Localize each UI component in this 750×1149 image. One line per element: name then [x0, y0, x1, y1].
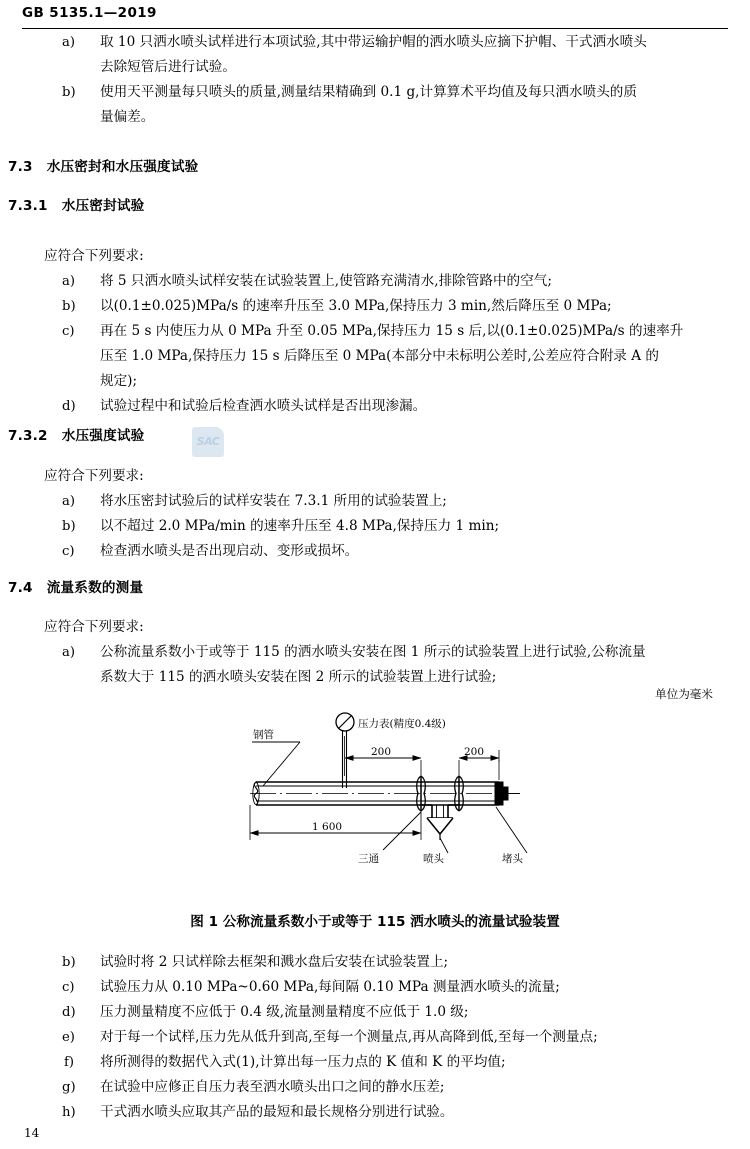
- list-text: 以(0.1±0.025)MPa/s 的速率升压至 3.0 MPa,保持压力 3 min,然后降压至 0 MPa;: [100, 298, 612, 314]
- header-rule: [22, 28, 728, 29]
- list-text: 试验压力从 0.10 MPa~0.60 MPa,每间隔 0.10 MPa 测量洒水喷头的流量;: [100, 979, 560, 995]
- list-text: 系数大于 115 的洒水喷头安装在图 2 所示的试验装置上进行试验;: [100, 669, 497, 685]
- list-marker: b): [62, 299, 76, 314]
- list-marker: b): [62, 955, 76, 970]
- list-text: 去除短管后进行试验。: [100, 59, 236, 75]
- list-text: 量偏差。: [100, 109, 155, 125]
- list-text: 再在 5 s 内使压力从 0 MPa 升至 0.05 MPa,保持压力 15 s 后,以(0.1±0.025)MPa/s 的速率升: [100, 323, 684, 339]
- end-plug: [495, 782, 520, 805]
- page-number: 14: [24, 1126, 40, 1140]
- list-marker: f): [64, 1055, 75, 1070]
- plug-label: 堵头: [502, 853, 523, 865]
- list-text: 规定);: [100, 373, 138, 389]
- section-title: 水压密封试验: [61, 198, 145, 214]
- list-text: 在试验中应修正自压力表至洒水喷头出口之间的静水压差;: [100, 1079, 445, 1095]
- section-number: 7.3: [8, 159, 33, 175]
- figure-1-caption: 图 1 公称流量系数小于或等于 115 洒水喷头的流量试验装置: [190, 914, 560, 930]
- dim-gauge-to-tee: 200: [371, 746, 392, 758]
- list-marker: c): [62, 324, 75, 339]
- section-number: 7.3.1: [8, 198, 48, 214]
- dim-main-length: 1 600: [312, 821, 343, 833]
- running-header-standard-id: GB 5135.1—2019: [22, 5, 157, 21]
- list-text: 将所测得的数据代入式(1),计算出每一压力点的 K 值和 K 的平均值;: [100, 1054, 506, 1070]
- list-text: 试验过程中和试验后检查洒水喷头试样是否出现渗漏。: [100, 398, 427, 414]
- list-text: 对于每一个试样,压力先从低升到高,至每一个测量点,再从高降到低,至每一个测量点;: [100, 1029, 598, 1045]
- list-text: 使用天平测量每只喷头的质量,测量结果精确到 0.1 g,计算算术平均值及每只洒水喷头的质: [100, 84, 637, 100]
- figure-1-flow-test-apparatus: [0, 700, 750, 880]
- section-title: 水压密封和水压强度试验: [46, 159, 199, 175]
- list-text: 取 10 只洒水喷头试样进行本项试验,其中带运输护帽的洒水喷头应摘下护帽、干式洒水喷头: [100, 34, 647, 50]
- figure-units-note: 单位为毫米: [655, 687, 713, 701]
- section-heading-7-4: [8, 576, 143, 596]
- list-marker: a): [62, 274, 76, 289]
- list-text: 检查洒水喷头是否出现启动、变形或损坏。: [100, 543, 359, 559]
- dim-tee-to-plug: 200: [464, 746, 485, 758]
- list-marker: c): [62, 980, 75, 995]
- list-text: 压至 1.0 MPa,保持压力 15 s 后降压至 0 MPa(本部分中未标明公差时,公差应符合附录 A 的: [100, 348, 659, 364]
- list-marker: a): [62, 494, 76, 509]
- list-text: 公称流量系数小于或等于 115 的洒水喷头安装在图 1 所示的试验装置上进行试验,公称流量: [100, 644, 646, 660]
- section-heading-7-3-1: [8, 194, 144, 214]
- list-text: 将水压密封试验后的试样安装在 7.3.1 所用的试验装置上;: [100, 493, 447, 509]
- section-number: 7.3.2: [8, 428, 48, 444]
- list-marker: c): [62, 544, 75, 559]
- list-text: 试验时将 2 只试样除去框架和溅水盘后安装在试验装置上;: [100, 954, 449, 970]
- list-text: 干式洒水喷头应取其产品的最短和最长规格分别进行试验。: [100, 1104, 454, 1120]
- pressure-gauge-icon: [336, 713, 354, 788]
- list-text: 以不超过 2.0 MPa/min 的速率升压至 4.8 MPa,保持压力 1 min;: [100, 518, 500, 534]
- section-lead-text: 应符合下列要求:: [44, 619, 144, 635]
- section-title: 水压强度试验: [61, 428, 145, 444]
- section-title: 流量系数的测量: [46, 580, 144, 596]
- list-marker: b): [62, 85, 76, 100]
- section-heading-7-3-2: [8, 424, 144, 444]
- pipe-label: 钢管: [253, 729, 274, 741]
- list-marker: b): [62, 519, 76, 534]
- section-lead-text: 应符合下列要求:: [44, 248, 144, 264]
- list-marker: a): [62, 35, 76, 50]
- figure-1-drawing: [0, 700, 750, 880]
- list-marker: h): [62, 1105, 76, 1120]
- list-marker: e): [62, 1030, 75, 1045]
- section-number: 7.4: [8, 580, 33, 596]
- sac-watermark-logo: SAC: [192, 427, 224, 457]
- list-text: 压力测量精度不应低于 0.4 级,流量测量精度不应低于 1.0 级;: [100, 1004, 469, 1020]
- list-marker: d): [62, 399, 76, 414]
- gauge-label: 压力表(精度0.4级): [358, 718, 446, 730]
- list-marker: a): [62, 645, 76, 660]
- tee-label: 三通: [358, 853, 379, 865]
- list-marker: g): [62, 1080, 76, 1095]
- list-marker: d): [62, 1005, 76, 1020]
- section-heading-7-3: [8, 155, 198, 175]
- sprinkler-head-symbol: [427, 818, 453, 840]
- list-text: 将 5 只洒水喷头试样安装在试验装置上,使管路充满清水,排除管路中的空气;: [100, 273, 552, 289]
- section-lead-text: 应符合下列要求:: [44, 468, 144, 484]
- sprinkler-label: 喷头: [423, 853, 444, 865]
